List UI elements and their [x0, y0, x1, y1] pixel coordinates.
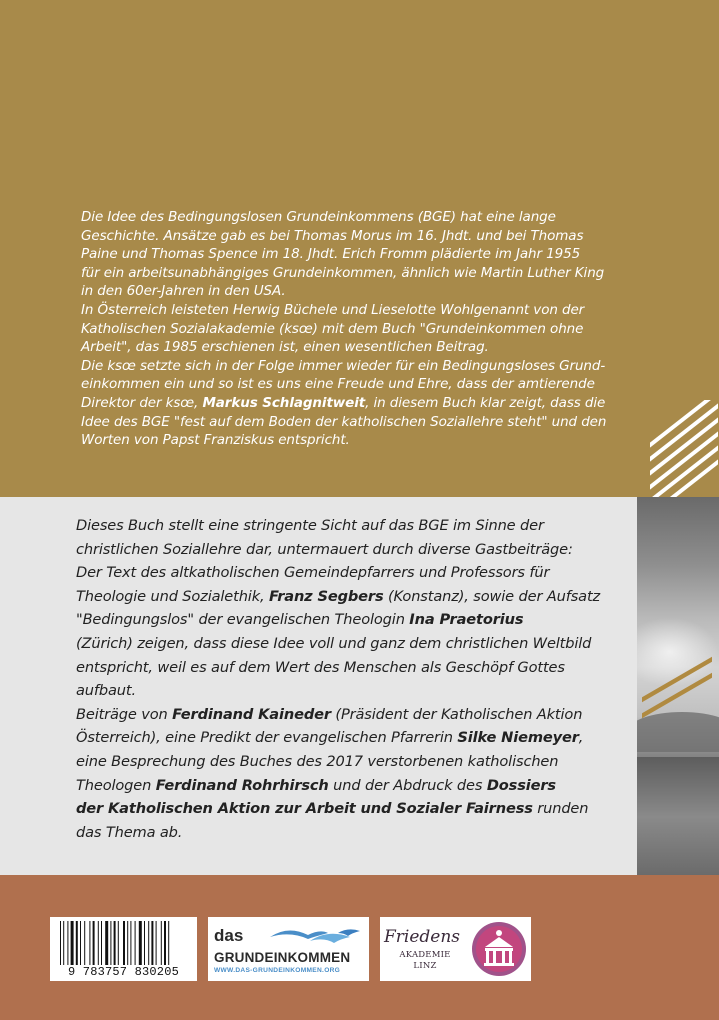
main-line-9: [76, 703, 636, 727]
barcode-bar: [67, 921, 68, 965]
main-line-6: (Zürich) zeigen, dass diese Idee voll und ganz dem christlichen Weltbild: [76, 634, 592, 652]
top-line-7: Katholischen Sozialakademie (ksœ) mit dem Buch "Grundeinkommen ohne: [81, 320, 584, 337]
main-line-3: Der Text des altkatholischen Gemeindepfarrers und Professors für: [76, 564, 550, 582]
top-line-5: in den 60er-Jahren in den USA.: [81, 283, 286, 300]
main-line-12-pre: Theologen: [76, 776, 156, 794]
barcode-bars: [54, 921, 193, 965]
main-line-4: [76, 585, 636, 609]
author-name-kaineder: Ferdinand Kaineder: [172, 705, 331, 723]
barcode-bar: [60, 921, 61, 965]
isbn-barcode: [50, 917, 197, 981]
top-blurb: [81, 208, 641, 450]
main-line-5-pre: "Bedingungslos" der evangelischen Theologin: [76, 611, 410, 629]
top-line-4: für ein arbeitsunabhängiges Grundeinkommen, ähnlich wie Martin Luther King: [81, 264, 605, 281]
barcode-bar: [71, 921, 74, 965]
barcode-bar: [151, 921, 153, 965]
barcode-bar: [63, 921, 64, 965]
author-name-rohrhirsch: Ferdinand Rohrhirsch: [155, 776, 329, 794]
logo-das-grundeinkommen: [208, 917, 369, 981]
main-line-13-post: runden: [532, 800, 589, 818]
dossier-title-end: der Katholischen Aktion zur Arbeit und Sozialer Fairness: [76, 800, 533, 818]
top-line-12: Idee des BGE "fest auf dem Boden der katholischen Soziallehre steht" und den: [81, 413, 607, 430]
barcode-bar: [130, 921, 131, 965]
main-line-12-mid: und der Abdruck des: [328, 776, 487, 794]
barcode-bar: [127, 921, 128, 965]
barcode-bar: [93, 921, 95, 965]
main-line-1: Dieses Buch stellt eine stringente Sicht auf das BGE im Sinne der: [76, 517, 544, 534]
barcode-bar: [139, 921, 142, 965]
main-line-5: [76, 608, 636, 632]
main-line-7: entspricht, weil es auf dem Wert des Menschen als Geschöpf Gottes: [76, 658, 565, 676]
top-line-3: Paine und Thomas Spence im 18. Jhdt. Erich Fromm plädierte im Jahr 1955: [81, 246, 581, 263]
logo-fa-sub: [384, 950, 466, 972]
top-line-8: Arbeit", das 1985 erschienen ist, einen wesentlichen Beitrag.: [81, 339, 489, 356]
barcode-bar: [161, 921, 162, 965]
logo-gk-das: das: [214, 926, 244, 945]
main-blurb: [76, 514, 636, 844]
bottom-logo-band: [0, 875, 719, 1020]
main-line-13: [76, 797, 636, 821]
top-line-11-pre: Direktor der ksœ,: [81, 394, 203, 411]
main-line-10-pre: Österreich), eine Predikt der evangelischen Pfarrerin: [76, 729, 458, 747]
barcode-bar: [80, 921, 81, 965]
top-line-13: Worten von Papst Franziskus entspricht.: [81, 432, 350, 449]
barcode-bar: [105, 921, 108, 965]
main-line-10: [76, 726, 636, 750]
barcode-bar: [84, 921, 85, 965]
logo-fa-sub2: LINZ: [413, 961, 437, 971]
top-line-1: Die Idee des Bedingungslosen Grundeinkommens (BGE) hat eine lange: [81, 209, 556, 225]
dossier-title-start: Dossiers: [486, 776, 556, 794]
main-line-2: christlichen Soziallehre dar, untermauert durch diverse Gastbeiträge:: [76, 540, 573, 558]
barcode-bar: [114, 921, 116, 965]
barcode-bar: [148, 921, 149, 965]
main-line-8: aufbaut.: [76, 682, 136, 700]
top-line-11: [81, 394, 641, 413]
top-line-9: Die ksœ setzte sich in der Folge immer wieder für ein Bedingungsloses Grund-: [81, 357, 606, 374]
landscape-photo-strip: [637, 497, 719, 875]
barcode-bar: [123, 921, 125, 965]
logo-friedensakademie: [380, 917, 531, 981]
main-line-14: das Thema ab.: [76, 823, 183, 841]
main-line-10-post: ,: [578, 729, 584, 747]
logo-fa-sub1: AKADEMIE: [399, 950, 451, 960]
academy-emblem-icon: [470, 920, 528, 978]
barcode-bar: [156, 921, 157, 965]
logo-gk-name: GRUNDEINKOMMEN: [214, 950, 351, 965]
author-name-niemeyer: Silke Niemeyer: [457, 729, 579, 747]
barcode-bar: [118, 921, 119, 965]
top-line-11-post: , in diesem Buch klar zeigt, dass die: [365, 394, 606, 411]
main-line-9-post: (Präsident der Katholischen Aktion: [330, 705, 583, 723]
top-line-10: einkommen ein und so ist es uns eine Freude und Ehre, dass der amtierende: [81, 376, 595, 393]
barcode-bar: [101, 921, 102, 965]
barcode-digits: 9 783757 830205: [67, 965, 180, 979]
barcode-bar: [98, 921, 99, 965]
logo-fa-word: Friedens: [384, 927, 461, 947]
top-line-6: In Österreich leisteten Herwig Büchele und Lieselotte Wohlgenannt von der: [81, 301, 585, 318]
author-name-segbers: Franz Segbers: [268, 587, 384, 605]
top-line-2: Geschichte. Ansätze gab es bei Thomas Morus im 16. Jhdt. und bei Thomas: [81, 227, 584, 244]
barcode-bar: [164, 921, 166, 965]
barcode-bar: [168, 921, 169, 965]
main-line-9-pre: Beiträge von: [76, 705, 173, 723]
main-line-12: [76, 774, 636, 798]
barcode-bar: [135, 921, 136, 965]
birds-icon: [268, 923, 363, 949]
barcode-bar: [89, 921, 90, 965]
barcode-bar: [110, 921, 111, 965]
main-line-4-post: (Konstanz), sowie der Aufsatz: [383, 587, 601, 605]
main-line-11: eine Besprechung des Buches des 2017 verstorbenen katholischen: [76, 752, 559, 770]
white-diagonal-stripes: [640, 400, 719, 500]
barcode-bar: [76, 921, 78, 965]
author-name-praetorius: Ina Praetorius: [409, 611, 524, 629]
author-name-schlagnitweit: Markus Schlagnitweit: [202, 394, 366, 411]
barcode-bar: [144, 921, 145, 965]
main-line-4-pre: Theologie und Sozialethik,: [76, 587, 269, 605]
logo-gk-url: WWW.DAS-GRUNDEINKOMMEN.ORG: [214, 967, 341, 974]
